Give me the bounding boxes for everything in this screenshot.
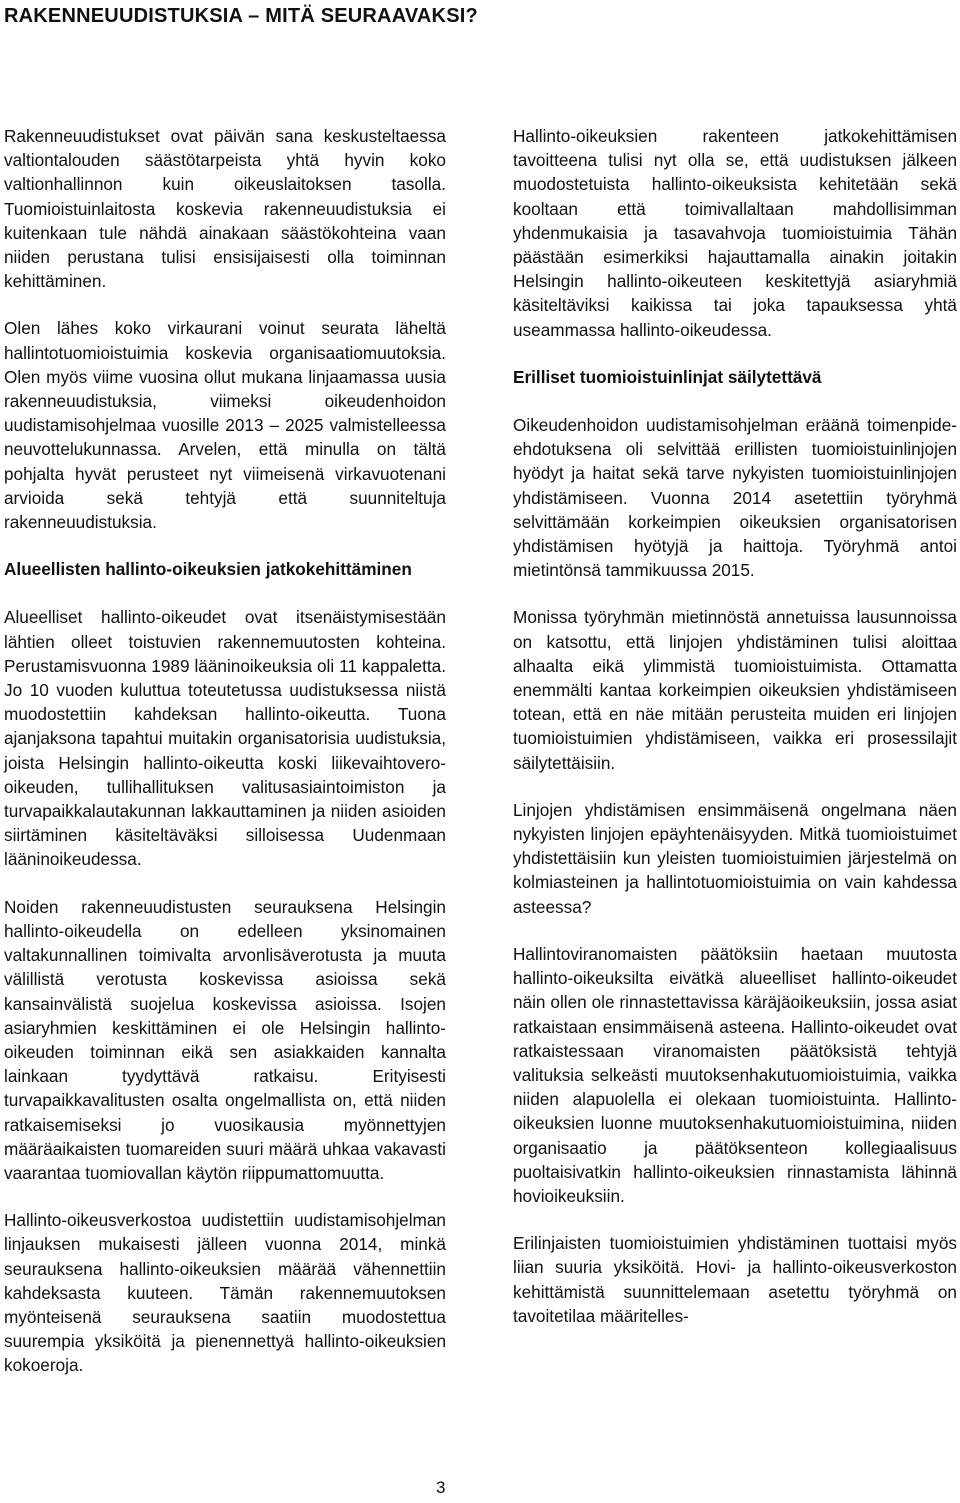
left-paragraph-1: Rakenneuudistukset ovat päivän sana keskusteltaessa valtiontalouden säästötarpeista yhtä hyvin koko valtionhallinnon kuin oikeuslaitoksen tasolla. Tuomioistuinlaitosta koskevia rakenneuudistuksia ei kuitenkaan tule nähdä ainakaan säästökohteina vaan niiden perustana tulisi ensisijaisesti olla toiminnan kehittäminen.: [4, 126, 446, 292]
page-header-title: RAKENNEUUDISTUKSIA – MITÄ SEURAAVAKSI?: [4, 5, 478, 27]
right-paragraph-2: Oikeudenhoidon uudistamisohjelman eräänä toimenpide-ehdotuksena oli selvittää erillisten tuomioistuinlinjojen hyödyt ja haitat sekä tarve nykyisten tuomioistuinlinjojen yhdistämiseen. Vuonna 2014 asetettiin työryhmä selvittämään korkeimpien oikeuksien organisatorisen yhdistämisen hyötyjä ja haittoja. Työryhmä antoi mietintönsä tammikuussa 2015.: [513, 415, 957, 581]
left-column: [4, 124, 446, 1401]
left-paragraph-5: Hallinto-oikeusverkostoa uudistettiin uudistamisohjelman linjauksen mukaisesti jälleen vuonna 2014, minkä seurauksena hallinto-oikeuksien määrää vähennettiin kahdeksasta kuuteen. Tämän rakennemuutoksen myönteisenä seurauksena saatiin muodostettua suurempia yksiköitä ja pienennettyä hallinto-oikeuksien kokoeroja.: [4, 1210, 446, 1376]
section-heading-tuomioistuinlinjat: Erilliset tuomioistuinlinjat säilytettävä: [513, 366, 822, 387]
right-paragraph-3: Monissa työryhmän mietinnöstä annetuissa lausunnoissa on katsottu, että linjojen yhdistäminen tulisi aloittaa alhaalta eikä ylimmistä tuomioistuimista. Ottamatta enemmälti kantaa korkeimpien oikeuksien yhdistämiseen totean, että en näe mitään perusteita muiden eri linjojen tuomioistuimien yhdistämiseen, vaikka eri prosessilajit säilytettäisiin.: [513, 607, 957, 773]
section-heading-hallinto-oikeudet: Alueellisten hallinto-oikeuksien jatkokehittäminen: [4, 559, 412, 580]
right-paragraph-6: Erilinjaisten tuomioistuimien yhdistäminen tuottaisi myös liian suuria yksiköitä. Hovi- ja hallinto-oikeusverkoston kehittämistä suunnittelemaan asetettu työryhmä on tavoitetilaa määritelles-: [513, 1233, 957, 1326]
page-number: 3: [436, 1478, 446, 1497]
left-paragraph-4: Noiden rakenneuudistusten seurauksena Helsingin hallinto-oikeudella on edelleen yksinomainen valtakunnallinen toimivalta arvonlisäverotusta ja muuta välillistä verotusta koskevissa asioissa sekä kansainvälistä suojelua koskevissa asioissa. Isojen asiaryhmien keskittäminen ei ole Helsingin hallinto-oikeuden toiminnan eikä sen asiakkaiden kannalta lainkaan tyydyttävä ratkaisu. Erityisesti turvapaikkavalitusten osalta ongelmallista on, että niiden ratkaisemiseksi jo vuosikausia myönnettyjen määräaikaisten tuomareiden suuri määrä uhkaa vakavasti vaarantaa tuomiovallan käytön riippumattomuutta.: [4, 896, 446, 1183]
right-column: [513, 124, 957, 1351]
left-paragraph-2: Olen lähes koko virkaurani voinut seurata läheltä hallintotuomioistuimia koskevia organisaatiomuutoksia. Olen myös viime vuosina ollut mukana linjaamassa uusia rakenneuudistuksia, viimeksi oikeudenhoidon uudistamisohjelmaa vuosille 2013 – 2025 valmistelleessa neuvottelukunnassa. Arvelen, että minulla on tältä pohjalta hyvät perusteet nyt viimeisenä virkavuotenani arvioida sekä tehtyjä että suunniteltuja rakenneuudistuksia.: [4, 318, 446, 533]
right-paragraph-5: Hallintoviranomaisten päätöksiin haetaan muutosta hallinto-oikeuksilta eivätkä alueelliset hallinto-oikeudet näin ollen ole rinnastettavissa käräjäoikeuksiin, jossa asiat ratkaistaan ensimmäisenä asteena. Hallinto-oikeudet ovat ratkaistessaan viranomaisten päätöksistä tehtyjä valituksia selkeästi muutoksenhakutuomioistuimia, vaikka niiden alapuolella ei olekaan tuomioistuinta. Hallinto-oikeuksien luonne muutoksenhakutuomioistuimina, niiden organisaatio ja päätöksenteon kollegiaalisuus puoltaisivatkin hallinto-oikeuksien rinnastamista lähinnä hovioikeuksiin.: [513, 943, 957, 1206]
right-paragraph-4: Linjojen yhdistämisen ensimmäisenä ongelmana näen nykyisten linjojen epäyhtenäisyyden. Mitkä tuomioistuimet yhdistettäisiin kun yleisten tuomioistuimien järjestelmä on kolmiasteinen ja hallintotuomioistuimia on vain kahdessa asteessa?: [513, 799, 957, 917]
left-paragraph-3: Alueelliset hallinto-oikeudet ovat itsenäistymisestään lähtien olleet toistuvien rakennemuutosten kohteina. Perustamisvuonna 1989 lääninoikeuksia oli 11 kappaletta. Jo 10 vuoden kuluttua toteutetussa uudistuksessa niistä muodostettiin kahdeksan hallinto-oikeutta. Tuona ajanjaksona tapahtui muitakin organisatorisia uudistuksia, joista Helsingin hallinto-oikeutta koski liikevaihtovero-oikeuden, tullihallituksen valitusasiaintoimiston ja turvapaikkalautakunnan lakkauttaminen ja niiden asioiden siirtäminen käsiteltäväksi silloisessa Uudenmaan lääninoikeudessa.: [4, 607, 446, 870]
right-paragraph-1: Hallinto-oikeuksien rakenteen jatkokehittämisen tavoitteena tulisi nyt olla se, että uudistuksen jälkeen muodostetuista hallinto-oikeuksista kehitetään sekä kooltaan että toimivallaltaan mahdollisimman yhdenmukaisia ja tasavahvoja tuomioistuimia Tähän päästään esimerkiksi hajauttamalla ainakin joitakin Helsingin hallinto-oikeuteen keskitettyjä asiaryhmiä käsiteltäviksi kaikissa tai joka tapauksessa yhtä useammassa hallinto-oikeudessa.: [513, 126, 957, 340]
